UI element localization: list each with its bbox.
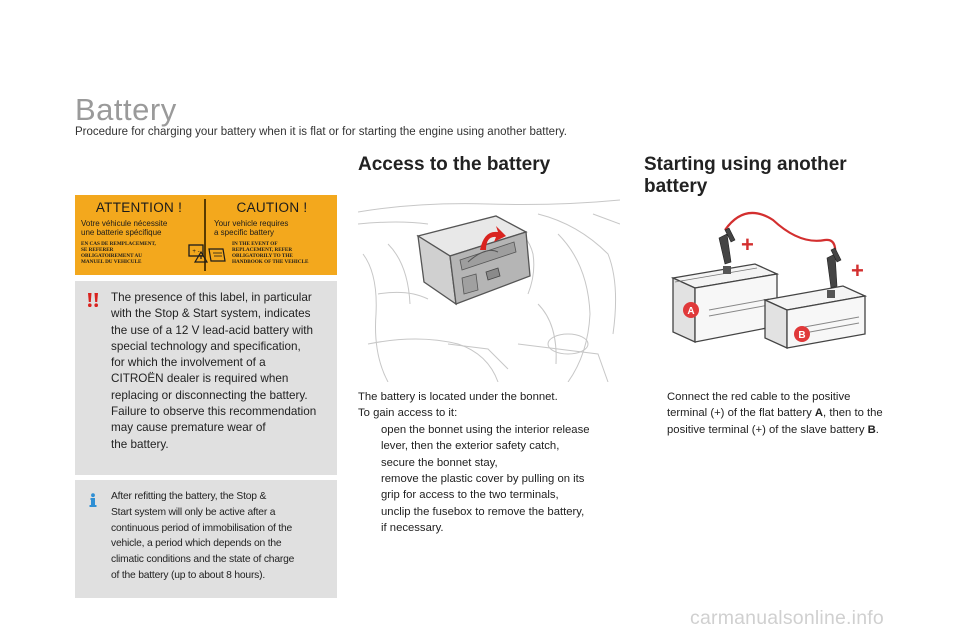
access-step: unclip the fusebox to remove the battery, if necessary. xyxy=(381,505,585,535)
access-heading: Access to the battery xyxy=(358,154,551,175)
plus-sign-b: + xyxy=(851,258,864,283)
battery-warning-label xyxy=(75,195,337,275)
label-right-heading: CAUTION ! xyxy=(236,200,308,215)
page-title: Battery xyxy=(75,92,177,127)
label-left-sub: Votre véhicule nécessite une batterie spécifique xyxy=(81,219,168,237)
label-french xyxy=(75,195,203,275)
clamp-b xyxy=(827,248,841,288)
watermark: carmanualsonline.info xyxy=(690,607,884,629)
marker-b-label: B xyxy=(798,330,806,341)
starting-step: Connect the red cable to the positive terminal (+) of the flat battery A, then to the positive terminal (+) of the slave battery B. xyxy=(667,391,883,436)
engine-bay-illustration xyxy=(358,194,620,382)
label-english xyxy=(208,195,336,275)
info-text: After refitting the battery, the Stop & Start system will only be active after a continuous period of immobilisation of the vehicle, a period which depends on the climatic conditions and the state of charge of the battery (up to about 8 hours). xyxy=(111,491,295,581)
battery-cover xyxy=(418,216,530,304)
svg-text:+ -: + - xyxy=(192,249,200,255)
battery-b-ref: B xyxy=(867,423,876,436)
label-left-heading: ATTENTION ! xyxy=(95,200,183,215)
access-step: remove the plastic cover by pulling on its grip for access to the two terminals, xyxy=(381,473,585,502)
battery-a-ref: A xyxy=(814,407,824,420)
page-subtitle: Procedure for charging your battery when it is flat or for starting the engine using another battery. xyxy=(75,126,568,138)
jump-start-illustration xyxy=(665,200,875,350)
label-right-sub: Your vehicle requires a specific battery xyxy=(214,219,289,237)
warning-text: The presence of this label, in particular with the Stop & Start system, indicates the use of a 12 V lead-acid battery with special technology and specification, for which the involvement of a CITROËN dealer is required when replacing or disconnecting the battery. Failure to observe this recommendation may cause premature wear of the battery. xyxy=(111,291,317,451)
marker-a-label: A xyxy=(687,306,695,317)
label-right-caps: IN THE EVENT OF REPLACEMENT, REFER OBLIGATORILY TO THE HANDBOOK OF THE VEHICLE xyxy=(232,241,309,265)
warning-exclamation-icon xyxy=(86,292,100,308)
info-icon xyxy=(87,493,99,507)
battery-b xyxy=(765,286,865,348)
clamp-a xyxy=(719,228,735,264)
label-left-caps: EN CAS DE REMPLACEMENT, SE REFERER OBLIGATOIREMENT AU MANUEL DU VEHICULE xyxy=(81,241,156,265)
plus-sign-a: + xyxy=(741,232,754,257)
access-step: secure the bonnet stay, xyxy=(381,456,498,469)
access-instructions: The battery is located under the bonnet. To gain access to it: open the bonnet using the interior release lever, then the exterior safety catch, secure the bonnet stay, remove the plastic cover by pulling on its grip for access to the two terminals, unclip the fusebox to remove the battery, if necessary. xyxy=(358,389,620,537)
battery-manual-icon xyxy=(187,241,229,263)
starting-heading: Starting using another battery xyxy=(644,154,847,197)
starting-instructions xyxy=(644,389,906,438)
access-step: open the bonnet using the interior release lever, then the exterior safety catch, xyxy=(381,423,590,453)
